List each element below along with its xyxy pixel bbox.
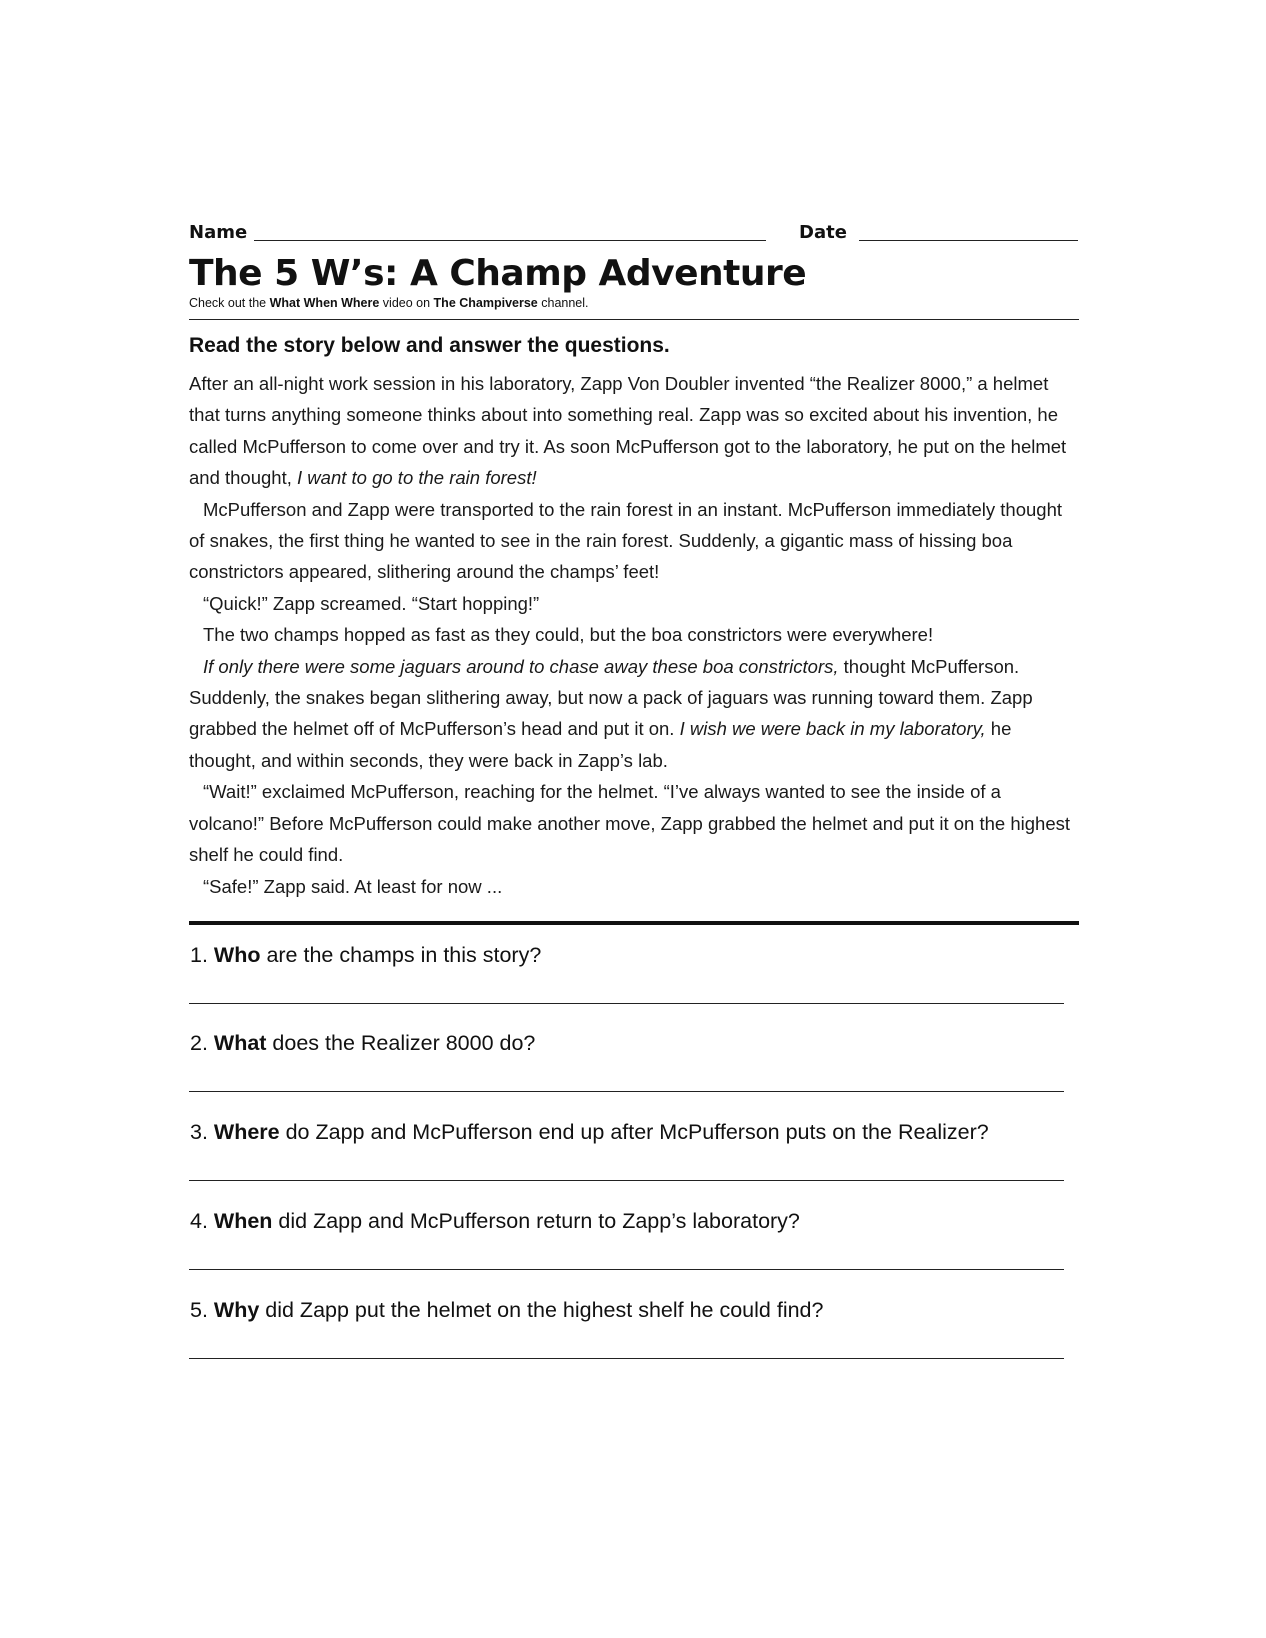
question-4 xyxy=(189,1209,1064,1279)
question-number: 3. xyxy=(190,1120,214,1144)
name-date-row xyxy=(189,222,1079,246)
answer-line-2[interactable] xyxy=(189,1091,1064,1092)
question-number: 5. xyxy=(190,1298,214,1322)
answer-line-4[interactable] xyxy=(189,1269,1064,1270)
question-keyword: When xyxy=(213,1209,273,1233)
subtitle-prefix: Check out the xyxy=(189,296,270,310)
name-label: Name xyxy=(189,222,248,243)
story-text-span: thought McPufferson. Suddenly, the snakes began slithering away, but now a pack of jaguars was running toward them. Zapp grabbed the helmet off of McPufferson’s head and put it on. xyxy=(189,655,1033,740)
instruction-heading: Read the story below and answer the questions. xyxy=(189,334,670,357)
question-text xyxy=(190,1120,989,1145)
story-paragraph: McPufferson and Zapp were transported to the rain forest in an instant. McPufferson immediately thought of snakes, the first thing he wanted to see in the rain forest. Suddenly, a gigantic mass of hissing boa constrictors appeared, slithering around the champs’ feet! xyxy=(189,498,1063,583)
answer-line-5[interactable] xyxy=(189,1358,1064,1359)
story-text-span: After an all-night work session in his laboratory, Zapp Von Doubler invented “the Realizer 8000,” a helmet that turns anything someone thinks about into something real. Zapp was so excited about his invention, he called McPufferson to come over and try it. As soon McPufferson got to the laboratory, he put on the helmet and thought, xyxy=(189,373,1067,489)
question-number: 4. xyxy=(190,1209,214,1233)
story-text xyxy=(189,368,1079,902)
question-2 xyxy=(189,1031,1064,1101)
question-keyword: Where xyxy=(213,1120,280,1144)
story-italic-span: I wish we were back in my laboratory, xyxy=(679,718,986,740)
question-rest: do Zapp and McPufferson end up after McPufferson puts on the Realizer? xyxy=(279,1120,989,1144)
story-italic-span: I want to go to the rain forest! xyxy=(297,467,537,489)
header-divider xyxy=(189,319,1079,320)
question-text xyxy=(190,943,541,968)
date-field[interactable] xyxy=(859,240,1078,241)
story-italic-span: If only there were some jaguars around to chase away these boa constrictors, xyxy=(203,655,839,677)
story-paragraph: “Safe!” Zapp said. At least for now ... xyxy=(203,875,503,897)
story-paragraph: “Quick!” Zapp screamed. “Start hopping!” xyxy=(203,592,540,614)
question-rest: are the champs in this story? xyxy=(260,943,542,967)
section-divider xyxy=(189,921,1079,925)
date-label: Date xyxy=(799,222,847,243)
name-field[interactable] xyxy=(254,240,766,241)
question-rest: did Zapp put the helmet on the highest shelf he could find? xyxy=(259,1298,824,1322)
question-number: 1. xyxy=(190,943,214,967)
question-rest: did Zapp and McPufferson return to Zapp’s laboratory? xyxy=(272,1209,800,1233)
question-1 xyxy=(189,943,1064,1013)
subtitle xyxy=(189,296,589,310)
question-keyword: Who xyxy=(213,943,261,967)
subtitle-middle: video on xyxy=(379,296,434,310)
answer-line-3[interactable] xyxy=(189,1180,1064,1181)
answer-line-1[interactable] xyxy=(189,1003,1064,1004)
page-title: The 5 W’s: A Champ Adventure xyxy=(189,253,807,294)
question-3 xyxy=(189,1120,1064,1190)
subtitle-suffix: channel. xyxy=(537,296,589,310)
question-text xyxy=(190,1031,535,1056)
question-keyword: Why xyxy=(213,1298,260,1322)
question-text xyxy=(190,1298,823,1323)
subtitle-channel: The Champiverse xyxy=(433,296,538,310)
story-paragraph: The two champs hopped as fast as they could, but the boa constrictors were everywhere! xyxy=(203,624,934,646)
question-number: 2. xyxy=(190,1031,214,1055)
subtitle-video: What When Where xyxy=(269,296,380,310)
story-text-span: he thought, and within seconds, they were back in Zapp’s lab. xyxy=(189,718,1012,771)
story-paragraph: “Wait!” exclaimed McPufferson, reaching for the helmet. “I’ve always wanted to see the inside of a volcano!” Before McPufferson could make another move, Zapp grabbed the helmet and put it on the highest shelf he could find. xyxy=(189,781,1070,866)
question-keyword: What xyxy=(213,1031,267,1055)
question-rest: does the Realizer 8000 do? xyxy=(266,1031,536,1055)
story-paragraph xyxy=(189,651,1079,777)
question-text xyxy=(190,1209,800,1234)
story-paragraph xyxy=(189,368,1079,494)
question-5 xyxy=(189,1298,1064,1368)
